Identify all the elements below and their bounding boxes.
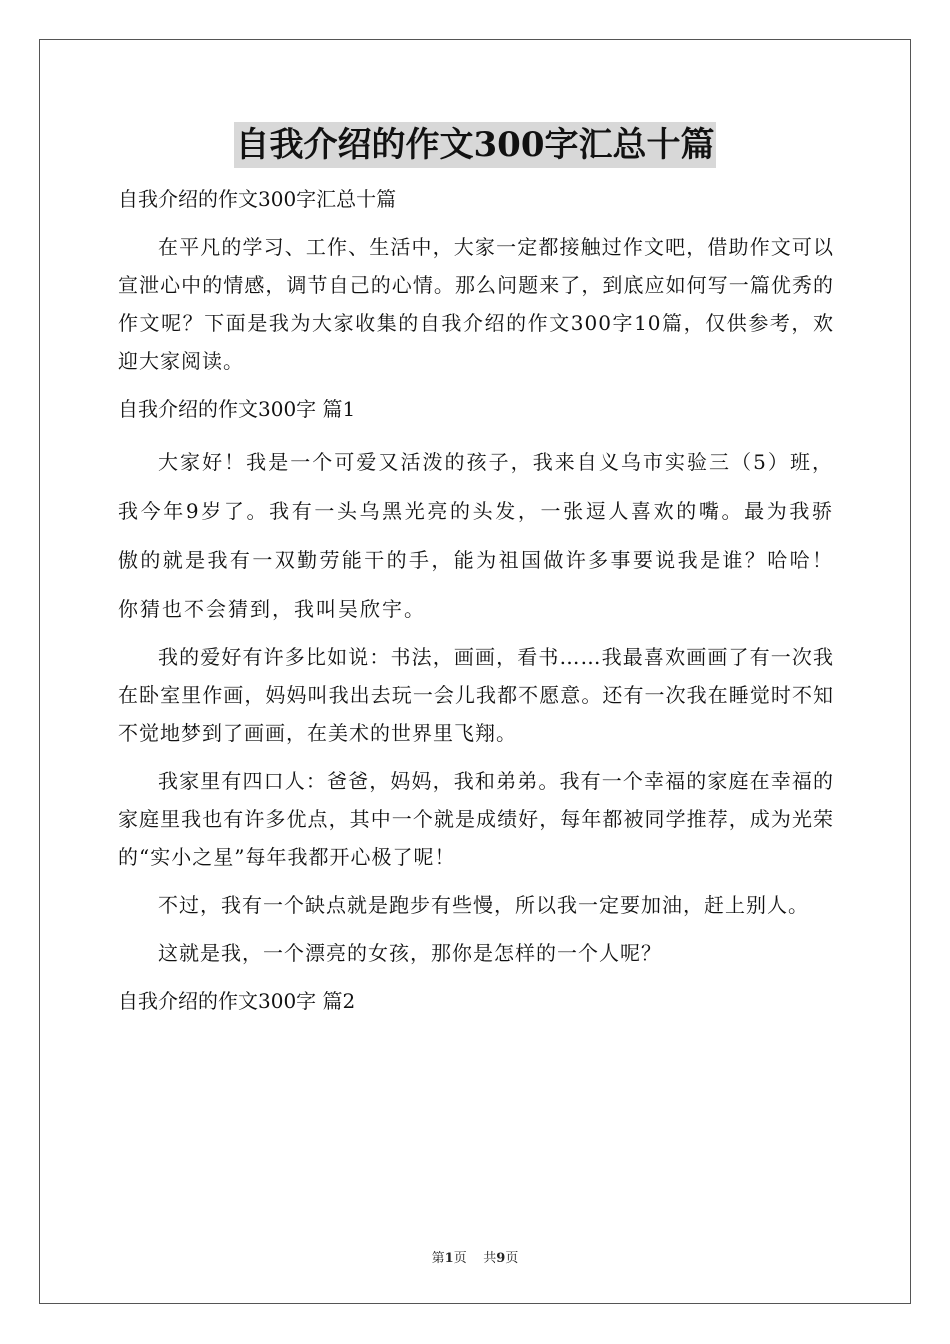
footer-total-prefix: 共 [483, 1251, 497, 1266]
section-1-paragraph-2: 我的爱好有许多比如说：书法，画画，看书……我最喜欢画画了有一次我在卧室里作画，妈妈叫我出去玩一会儿我都不愿意。还有一次我在睡觉时不知不觉地梦到了画画，在美术的世界里飞翔。 [118, 645, 834, 745]
document-title [0, 122, 950, 168]
intro-paragraph: 在平凡的学习、工作、生活中，大家一定都接触过作文吧，借助作文可以宣泄心中的情感，调节自己的心情。那么问题来了，到底应如何写一篇优秀的作文呢？下面是我为大家收集的自我介绍的作文300字10篇，仅供参考，欢迎大家阅读。 [118, 235, 834, 373]
footer-page-suffix: 页 [453, 1251, 467, 1266]
footer-page-number: 1 [444, 1251, 454, 1266]
section-heading-2: 自我介绍的作文300字 篇2 [118, 989, 356, 1013]
footer-total-pages: 9 [496, 1251, 506, 1266]
footer-prefix: 第 [431, 1251, 445, 1266]
document-body [118, 180, 834, 1030]
document-title-text: 自我介绍的作文300字汇总十篇 [234, 122, 717, 168]
page-footer [0, 1247, 950, 1266]
section-1-paragraph-1: 大家好！我是一个可爱又活泼的孩子，我来自义乌市实验三（5）班，我今年9岁了。我有一头乌黑光亮的头发，一张逗人喜欢的嘴。最为我骄傲的就是我有一双勤劳能干的手，能为祖国做许多事要说我是谁？哈哈！你猜也不会猜到，我叫吴欣宇。 [118, 450, 834, 621]
section-1-paragraph-5: 这就是我，一个漂亮的女孩，那你是怎样的一个人呢？ [158, 941, 662, 965]
document-subtitle: 自我介绍的作文300字汇总十篇 [118, 187, 397, 211]
section-1-paragraph-3: 我家里有四口人：爸爸，妈妈，我和弟弟。我有一个幸福的家庭在幸福的家庭里我也有许多优点，其中一个就是成绩好，每年都被同学推荐，成为光荣的“实小之星”每年我都开心极了呢！ [118, 769, 834, 869]
section-heading-1: 自我介绍的作文300字 篇1 [118, 397, 356, 421]
section-1-paragraph-4: 不过，我有一个缺点就是跑步有些慢，所以我一定要加油，赶上别人。 [158, 893, 809, 917]
footer-total-suffix: 页 [505, 1251, 519, 1266]
